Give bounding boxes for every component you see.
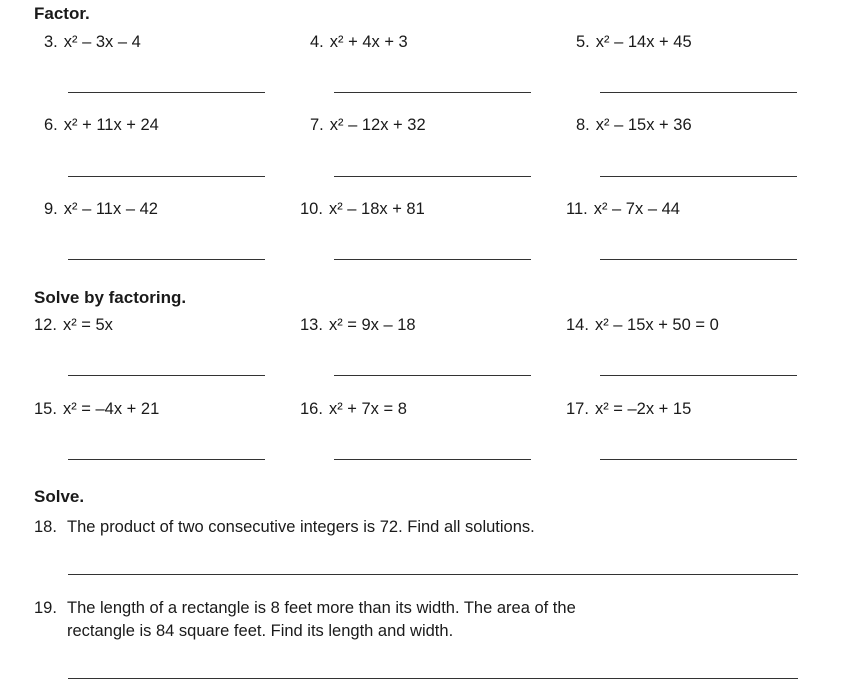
section-heading-factor: Factor. [34,4,90,23]
answer-line-14[interactable] [600,375,797,376]
problem-expression: x² + 11x + 24 [63,116,159,134]
problem-number: 6. [44,116,58,134]
problem-16 [300,400,407,419]
problem-expression: x² – 14x + 45 [595,33,692,51]
problem-text-line-1: The length of a rectangle is 8 feet more than its width. The area of the [67,599,576,617]
problem-number: 14. [566,316,589,334]
word-problem-18 [34,516,535,539]
answer-line-7[interactable] [334,176,531,177]
problem-expression: x² – 7x – 44 [593,200,680,218]
problem-number: 13. [300,316,323,334]
problem-expression: x² = –2x + 15 [594,400,692,418]
answer-line-8[interactable] [600,176,797,177]
answer-line-18[interactable] [68,574,798,575]
section-heading-solve: Solve. [34,487,85,506]
problem-number: 11. [566,200,588,218]
answer-line-9[interactable] [68,259,265,260]
problem-8 [576,116,692,135]
problem-15 [34,400,159,419]
problem-expression: x² = –4x + 21 [62,400,160,418]
problem-13 [300,316,416,335]
problem-number: 12. [34,316,57,334]
problem-text-line-2: rectangle is 84 square feet. Find its length and width. [67,622,454,640]
problem-10 [300,200,425,219]
problem-number: 17. [566,400,589,418]
problem-number: 19. [34,599,57,617]
problem-number: 8. [576,116,590,134]
problem-number: 15. [34,400,57,418]
problem-expression: x² – 18x + 81 [328,200,425,218]
problem-14 [566,316,719,335]
problem-expression: x² – 12x + 32 [329,116,426,134]
answer-line-12[interactable] [68,375,265,376]
problem-7 [310,116,426,135]
answer-line-5[interactable] [600,92,797,93]
answer-line-10[interactable] [334,259,531,260]
problem-9 [44,200,158,219]
problem-number: 5. [576,33,590,51]
problem-11 [566,200,680,219]
problem-expression: x² + 7x = 8 [328,400,407,418]
problem-number: 3. [44,33,58,51]
answer-line-4[interactable] [334,92,531,93]
problem-expression: x² + 4x + 3 [329,33,408,51]
answer-line-17[interactable] [600,459,797,460]
problem-5 [576,33,692,52]
problem-number: 9. [44,200,58,218]
answer-line-6[interactable] [68,176,265,177]
problem-17 [566,400,691,419]
answer-line-15[interactable] [68,459,265,460]
problem-12 [34,316,113,335]
problem-expression: x² – 3x – 4 [63,33,141,51]
answer-line-3[interactable] [68,92,265,93]
problem-expression: x² – 11x – 42 [63,200,158,218]
problem-number: 7. [310,116,324,134]
problem-4 [310,33,408,52]
problem-3 [44,33,141,52]
problem-6 [44,116,159,135]
answer-line-11[interactable] [600,259,797,260]
problem-number: 10. [300,200,323,218]
problem-text-line-1: The product of two consecutive integers is 72. Find all solutions. [67,518,535,536]
answer-line-16[interactable] [334,459,531,460]
problem-expression: x² – 15x + 36 [595,116,692,134]
problem-number: 4. [310,33,324,51]
word-problem-19 [34,597,576,643]
section-heading-solve-by-factoring: Solve by factoring. [34,288,187,307]
problem-number: 16. [300,400,323,418]
problem-expression: x² – 15x + 50 = 0 [594,316,719,334]
problem-expression: x² = 5x [62,316,113,334]
problem-expression: x² = 9x – 18 [328,316,416,334]
answer-line-13[interactable] [334,375,531,376]
problem-number: 18. [34,518,57,536]
answer-line-19[interactable] [68,678,798,679]
